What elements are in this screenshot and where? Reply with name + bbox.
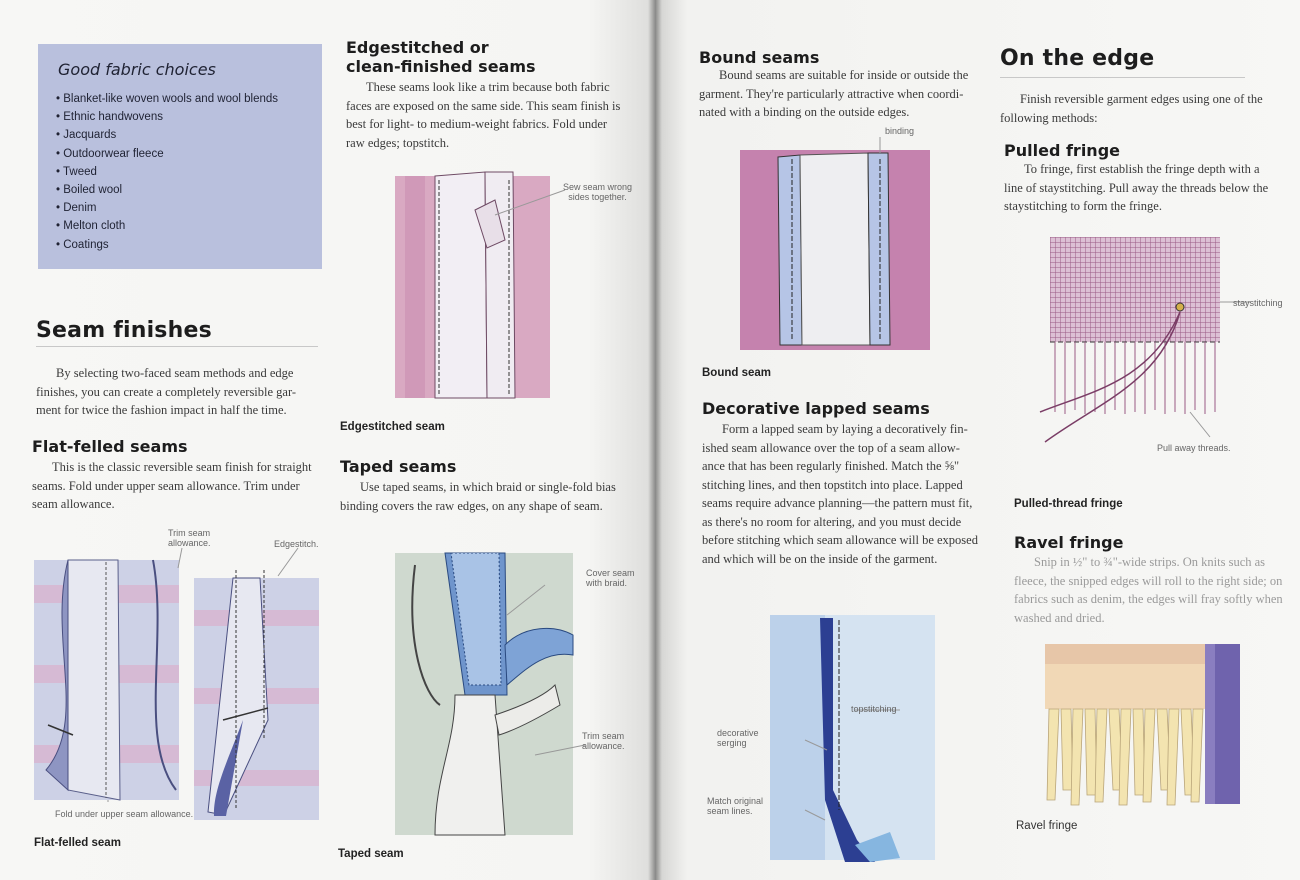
seam-finishes-intro: [36, 364, 336, 420]
decorative-serging-label: [717, 728, 759, 748]
text-line: nated with a binding on the outside edges.: [699, 105, 910, 119]
text-line: best for light- to medium-weight fabrics. Fold under: [346, 117, 608, 131]
text-line: seams require advance planning—the pattern must fit,: [702, 496, 973, 510]
taped-caption: Taped seam: [338, 848, 404, 860]
text-line: raw edges; topstitch.: [346, 135, 450, 150]
text-line: seams. Fold under upper seam allowance. Trim under: [32, 478, 300, 493]
text-line: By selecting two-faced seam methods and edge: [56, 366, 294, 380]
edgestitched-illustration: [395, 170, 615, 400]
flat-felled-illustration: [28, 520, 328, 830]
staystitching-label: staystitching: [1233, 298, 1283, 308]
text-line: following methods:: [1000, 110, 1098, 125]
match-seam-label: [707, 796, 763, 816]
text-line: fabrics such as denim, the edges will fray softly when: [1014, 592, 1283, 606]
text-line: Snip in ½" to ¾"-wide strips. On knits such as: [1034, 555, 1266, 569]
text-line: finishes, you can create a completely reversible gar-: [36, 384, 297, 399]
text-line: stitching lines, and then topstitch into place. Lapped: [702, 477, 963, 492]
label-line: with braid.: [586, 578, 628, 588]
text-line: This is the classic reversible seam finish for straight: [52, 460, 312, 474]
label-line: allowance.: [168, 538, 211, 548]
taped-illustration: [395, 545, 585, 835]
list-item: • Denim: [56, 199, 278, 217]
label-line: decorative: [717, 728, 759, 738]
label-line: Match original: [707, 796, 764, 806]
lapped-seams-body: [702, 420, 992, 568]
edgestitched-caption: Edgestitched seam: [340, 421, 445, 433]
flat-felled-body: [32, 458, 332, 514]
pull-away-label: Pull away threads.: [1157, 443, 1231, 453]
topstitching-label: topstitching: [851, 704, 897, 714]
pulled-fringe-illustration: [1040, 232, 1240, 447]
sew-seam-label: [563, 182, 632, 202]
text-line: Bound seams are suitable for inside or outside the: [719, 68, 969, 82]
edgestitched-heading: [346, 38, 536, 76]
label-line: serging: [717, 738, 747, 748]
list-item: • Ethnic handwovens: [56, 108, 278, 126]
list-item: • Blanket-like woven wools and wool blends: [56, 90, 278, 108]
list-item: • Coatings: [56, 236, 278, 254]
text-line: These seams look like a trim because both fabric: [366, 80, 610, 94]
text-line: as there's no room for altering, and you must decide: [702, 514, 962, 529]
text-line: ance that has been regularly finished. Match the ⅝": [702, 459, 960, 473]
text-line: garment. They're particularly attractive when coordi-: [699, 86, 964, 101]
bound-seams-body: [699, 66, 999, 122]
pulled-fringe-heading: Pulled fringe: [1004, 141, 1120, 160]
text-line: before stitching which seam allowance will be exposed: [702, 533, 978, 547]
bound-seam-caption: Bound seam: [702, 367, 772, 379]
fabric-list: [56, 90, 278, 254]
seam-finishes-heading: Seam finishes: [36, 318, 318, 347]
edgestitch-label: Edgestitch.: [274, 539, 319, 549]
text-line: faces are exposed on the same side. This seam finish is: [346, 98, 621, 113]
bound-seam-illustration: [740, 145, 940, 355]
text-line: Form a lapped seam by laying a decoratively fin-: [722, 422, 968, 436]
text-line: ished seam allowance over the top of a seam allow-: [702, 440, 960, 455]
ravel-fringe-heading: Ravel fringe: [1014, 533, 1124, 552]
ravel-fringe-caption: Ravel fringe: [1016, 820, 1078, 832]
label-line: sides together.: [568, 192, 627, 202]
text-line: washed and dried.: [1014, 610, 1105, 625]
trim-seam-label: [582, 731, 625, 751]
binding-label: binding: [885, 126, 915, 136]
label-line: Cover seam: [586, 568, 635, 578]
fold-under-label: Fold under upper seam allowance.: [55, 809, 194, 819]
text-line: staystitching to form the fringe.: [1004, 199, 1162, 213]
label-line: seam lines.: [707, 806, 753, 816]
taped-body: [340, 478, 640, 515]
text-line: Use taped seams, in which braid or single-fold bias: [360, 480, 616, 494]
text-line: line of staystitching. Pull away the threads below the: [1004, 180, 1269, 195]
label-line: Trim seam: [168, 528, 211, 538]
label-line: allowance.: [582, 741, 625, 751]
fabric-choices-sidebar: [38, 44, 322, 269]
lapped-seams-heading: Decorative lapped seams: [702, 399, 930, 418]
list-item: • Melton cloth: [56, 217, 278, 235]
taped-heading: Taped seams: [340, 457, 457, 476]
cover-seam-label: [586, 568, 635, 588]
text-line: binding covers the raw edges, on any shape of seam.: [340, 498, 603, 513]
pulled-fringe-body: [1004, 160, 1294, 216]
right-page: [655, 0, 1300, 880]
label-line: Trim seam: [582, 731, 625, 741]
flat-felled-heading: Flat-felled seams: [32, 437, 188, 456]
text-line: Finish reversible garment edges using one of the: [1020, 92, 1263, 106]
text-line: and which will be on the inside of the garment.: [702, 551, 938, 566]
lapped-seam-illustration: [765, 610, 945, 875]
flat-felled-caption: Flat-felled seam: [34, 837, 121, 849]
bound-seams-heading: Bound seams: [699, 48, 820, 67]
list-item: • Boiled wool: [56, 181, 278, 199]
text-line: ment for twice the fashion impact in half the time.: [36, 403, 287, 417]
list-item: • Jacquards: [56, 126, 278, 144]
heading-line: clean-finished seams: [346, 57, 536, 76]
book-gutter: [648, 0, 662, 880]
trim-allowance-label: [168, 528, 211, 548]
text-line: To fringe, first establish the fringe depth with a: [1024, 162, 1260, 176]
text-line: seam allowance.: [32, 497, 115, 511]
heading-line: Edgestitched or: [346, 38, 489, 57]
label-line: Sew seam wrong: [563, 182, 633, 192]
sidebar-title: Good fabric choices: [58, 60, 216, 79]
on-the-edge-intro: [1000, 90, 1290, 127]
list-item: • Outdoorwear fleece: [56, 145, 278, 163]
text-line: fleece, the snipped edges will roll to the right side; on: [1014, 573, 1283, 588]
list-item: • Tweed: [56, 163, 278, 181]
pulled-fringe-caption: Pulled-thread fringe: [1014, 498, 1123, 510]
ravel-fringe-body: [1014, 553, 1289, 627]
ravel-fringe-illustration: [1045, 640, 1245, 815]
on-the-edge-heading: On the edge: [1000, 46, 1245, 78]
edgestitched-body: [346, 78, 636, 152]
